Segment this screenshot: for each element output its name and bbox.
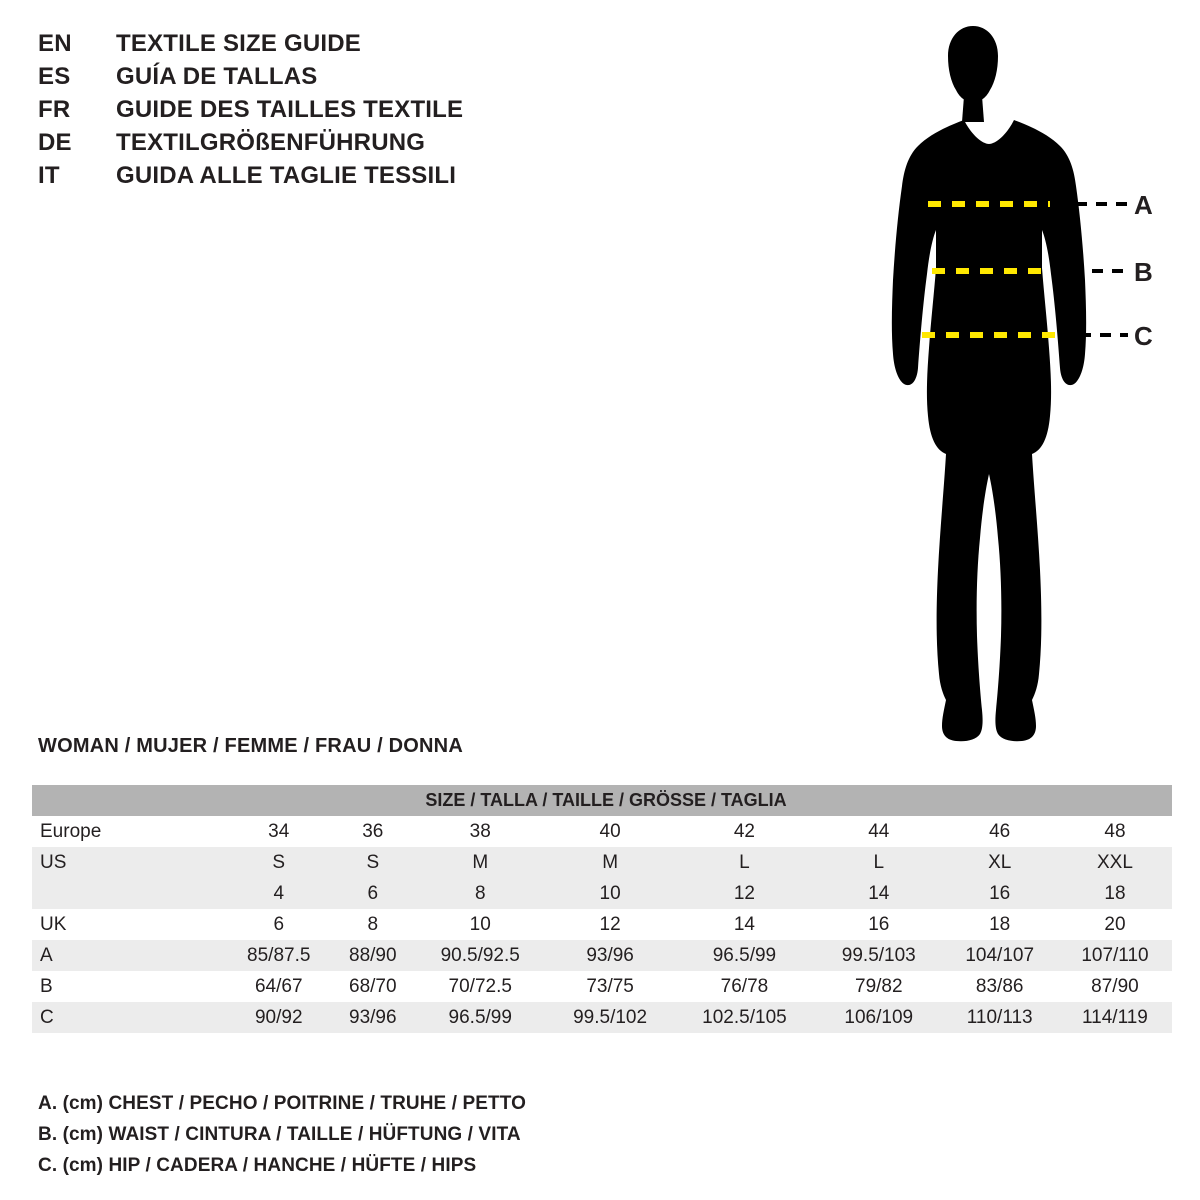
female-body-figure [860, 18, 1190, 758]
table-cell: 107/110 [1058, 940, 1172, 971]
table-cell: 38 [413, 816, 547, 847]
language-title: TEXTILE SIZE GUIDE [116, 30, 361, 57]
table-cell: 40 [547, 816, 672, 847]
row-label: Europe [32, 816, 225, 847]
table-cell: 87/90 [1058, 971, 1172, 1002]
table-cell: 16 [941, 878, 1057, 909]
table-row [32, 940, 1172, 971]
language-row [38, 30, 558, 63]
language-title: TEXTILGRÖßENFÜHRUNG [116, 129, 426, 156]
table-row [32, 1002, 1172, 1033]
table-cell: 96.5/99 [413, 1002, 547, 1033]
table-cell: 48 [1058, 816, 1172, 847]
table-cell: 110/113 [941, 1002, 1057, 1033]
woman-silhouette-icon [892, 26, 1086, 741]
row-label: UK [32, 909, 225, 940]
table-cell: 10 [547, 878, 672, 909]
table-cell: 36 [332, 816, 413, 847]
table-cell: 64/67 [225, 971, 332, 1002]
legend-item-waist: B. (cm) WAIST / CINTURA / TAILLE / HÜFTUNG / VITA [38, 1124, 521, 1145]
table-cell: 20 [1058, 909, 1172, 940]
table-cell: 79/82 [816, 971, 941, 1002]
table-cell: 16 [816, 909, 941, 940]
table-cell: 104/107 [941, 940, 1057, 971]
legend-item-chest: A. (cm) CHEST / PECHO / POITRINE / TRUHE / PETTO [38, 1093, 526, 1114]
table-cell: 102.5/105 [673, 1002, 816, 1033]
table-cell: 114/119 [1058, 1002, 1172, 1033]
table-header-row [32, 785, 1172, 816]
size-table [32, 785, 1172, 1033]
table-cell: M [413, 847, 547, 878]
table-cell: 90.5/92.5 [413, 940, 547, 971]
row-label: C [32, 1002, 225, 1033]
table-cell: XL [941, 847, 1057, 878]
table-cell: L [673, 847, 816, 878]
table-row [32, 816, 1172, 847]
language-title: GUÍA DE TALLAS [116, 63, 318, 90]
language-code: IT [38, 162, 60, 189]
table-cell: 93/96 [332, 1002, 413, 1033]
table-cell: 99.5/103 [816, 940, 941, 971]
table-cell: 90/92 [225, 1002, 332, 1033]
legend-item-hip: C. (cm) HIP / CADERA / HANCHE / HÜFTE / HIPS [38, 1155, 477, 1176]
table-cell: 70/72.5 [413, 971, 547, 1002]
table-cell: S [225, 847, 332, 878]
table-cell: 18 [1058, 878, 1172, 909]
language-header-block [38, 30, 558, 195]
table-cell: 93/96 [547, 940, 672, 971]
table-cell: S [332, 847, 413, 878]
table-cell: 99.5/102 [547, 1002, 672, 1033]
table-cell: 6 [332, 878, 413, 909]
table-cell: 76/78 [673, 971, 816, 1002]
row-label [32, 878, 225, 909]
table-cell: XXL [1058, 847, 1172, 878]
row-label: B [32, 971, 225, 1002]
table-cell: 18 [941, 909, 1057, 940]
table-cell: 8 [413, 878, 547, 909]
table-cell: 73/75 [547, 971, 672, 1002]
table-cell: 85/87.5 [225, 940, 332, 971]
row-label: US [32, 847, 225, 878]
table-cell: M [547, 847, 672, 878]
section-title: WOMAN / MUJER / FEMME / FRAU / DONNA [38, 735, 463, 757]
table-cell: 88/90 [332, 940, 413, 971]
table-cell: 42 [673, 816, 816, 847]
language-code: DE [38, 129, 72, 156]
table-cell: L [816, 847, 941, 878]
table-cell: 68/70 [332, 971, 413, 1002]
table-cell: 8 [332, 909, 413, 940]
language-code: FR [38, 96, 71, 123]
language-title: GUIDE DES TAILLES TEXTILE [116, 96, 464, 123]
language-row [38, 162, 558, 195]
table-cell: 6 [225, 909, 332, 940]
marker-label-b: B [1134, 257, 1153, 287]
language-row [38, 63, 558, 96]
table-row [32, 847, 1172, 878]
measurement-legend [38, 1088, 526, 1181]
table-cell: 34 [225, 816, 332, 847]
table-cell: 106/109 [816, 1002, 941, 1033]
table-cell: 14 [816, 878, 941, 909]
table-row [32, 971, 1172, 1002]
table-header-label: SIZE / TALLA / TAILLE / GRÖSSE / TAGLIA [32, 785, 1172, 816]
table-row [32, 909, 1172, 940]
language-row [38, 96, 558, 129]
language-code: ES [38, 63, 71, 90]
table-cell: 4 [225, 878, 332, 909]
marker-label-a: A [1134, 190, 1153, 220]
row-label: A [32, 940, 225, 971]
language-row [38, 129, 558, 162]
marker-label-c: C [1134, 321, 1153, 351]
table-cell: 96.5/99 [673, 940, 816, 971]
table-cell: 12 [673, 878, 816, 909]
table-cell: 44 [816, 816, 941, 847]
table-cell: 14 [673, 909, 816, 940]
table-cell: 46 [941, 816, 1057, 847]
table-cell: 83/86 [941, 971, 1057, 1002]
table-cell: 12 [547, 909, 672, 940]
language-title: GUIDA ALLE TAGLIE TESSILI [116, 162, 457, 189]
language-code: EN [38, 30, 72, 57]
table-row [32, 878, 1172, 909]
table-cell: 10 [413, 909, 547, 940]
